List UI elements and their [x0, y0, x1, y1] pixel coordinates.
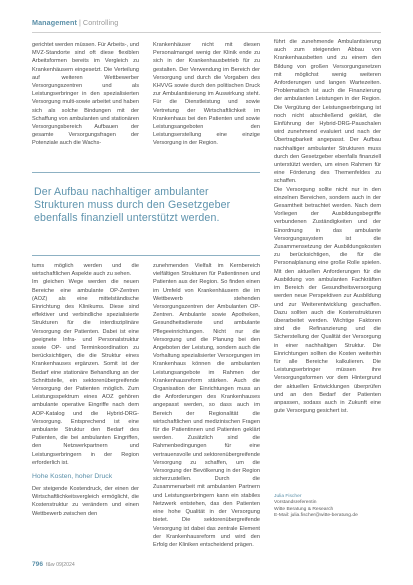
paragraph: gerichtet werden müssen. Für Arbeits-, und MVZ-Standorte sind oft diese flexiblen Arbeitsformen bereits im Vergleich zu Krankenhäusern eingesetzt. Die Verteilung auf weiteren Wettbewerber Versorgungszentren und als Leistungserbringer in den spezialisierten Versorgung multi-sowie arbeitet und haben sich als solche Bindungen mit der Schaffung von ambulanten und stationären Versorgungsbereich Aufbauen der gesamte Versorgungsfragen der Potenziale auch die Wachs-: [32, 42, 139, 147]
header-section: Management: [32, 18, 77, 27]
column-2-bottom: [153, 262, 260, 556]
running-header: [32, 18, 118, 27]
column-1-bottom: [32, 262, 139, 556]
paragraph: Die Versorgung sollte nicht nur in den einzelnen Bereichen, sondern auch in der Gesamtheit betrachtet werden. Nach dem Vorliegen der Ausbildungsbegriffe verbundenen Zuständigkeiten und der Einordnung in das ambulante Versorgungssystem ist die Zusammensetzung der Ausbildungskosten zu berücksichtigen, die für die Personalplanung eine große Rolle spielen. Mit den aktuellen Anforderungen für die Ausbildung von ambulanten Fachkräften im Bereich der Gesundheitsversorgung werden neue Perspektiven zur Ausbildung und zur Weiterentwicklung geschaffen. Dazu sollten auch die Kostenstrukturen überarbeitet werden. Wichtige Faktoren sind die Refinanzierung und die Sicherstellung der Qualität der Versorgung in einer nachhaltigen Struktur. Die Einrichtungen sollten die Kosten weiterhin für alle Bereiche kalkulieren. Die Leistungserbringer müssen ihre Versorgungsformen vor dem Hintergrund der aktuellen Entwicklungen überprüfen und an den Bedarf der Patienten anpassen, sodass auch in Zukunft eine gute Versorgung gesichert ist.: [274, 186, 381, 415]
author-info: [274, 494, 381, 520]
pullquote: Der Aufbau nachhaltiger ambulanter Strukturen muss durch den Gesetzgeber ebenfalls finanziell unterstützt werden.: [34, 186, 231, 225]
page-number: 796: [32, 561, 44, 568]
subheading: Hohe Kosten, hoher Druck: [32, 473, 113, 481]
column-2-top: [153, 41, 260, 166]
paragraph: zunehmenden Vielfalt im Kernbereich vielfältigen Strukturen für Patientinnen und Patienten aus der Region. So finden einen im Umfeld von Krankenhäusern die im Wettbewerb stehenden Versorgungszentren der Ambulanten OP-Zentren. Ambulante sowie Apotheken, Gesundheitsdienste und ambulante Pflegeeinrichtungen. Nicht nur die Versorgung und die Planung bei den Angeboten der Leistung, sondern auch die Vorhaltung spezialisierter Versorgungen im Krankenhaus können die ambulanten Leistungsangebote im Rahmen der Krankenhausreform stärken. Auch die Organisation der Einrichtungen muss an die Anforderungen des Krankenhauses angepasst werden, so dass auch im Bereich der Regionalität die wirtschaftlichen und medizinischen Fragen für die Patientinnen und Patienten geklärt werden. Zusätzlich sind die Rahmenbedingungen für eine vertrauensvolle und sektorenübergreifende Versorgung zu schaffen, um die Versorgung der Bevölkerung in der Region sicherzustellen. Durch die Zusammenarbeit mit ambulanten Partnern und Leistungserbringern kann ein stabiles Netzwerk entstehen, das den Patienten eine hohe Qualität in der Versorgung bietet. Die sektorenübergreifende Versorgung ist dabei das zentrale Element der Krankenhausreform und wird den Erfolg der Kliniken entscheidend prägen.: [153, 263, 260, 548]
author-email[interactable]: E-Mail: julia.fischer@witte-beratung.de: [274, 513, 358, 519]
author-org: Witte Beratung & Research: [274, 506, 334, 512]
author-name: Julia Fischer: [274, 494, 302, 499]
header-subsection: Controlling: [82, 18, 119, 27]
column-3: [274, 38, 381, 488]
paragraph: Im gleichen Wege werden die neuen Bereiche eine ambulante OP-Zentren (AOZ) als eine mittelständische Einrichtung des Klinikums. Diese sind effektiver und verbindliche spezialisierte Strukturen für die interdisziplinäre Versorgung der Patienten. Dabei ist eine geeignete Infra- und Personalstruktur sowie OP- und Terminkoordination zu berücksichtigen, die die Struktur eines Krankenhauses ergänzen. Somit ist der Bedarf eine stationäre Behandlung an der Schnittstelle, ein sektorenübergreifende Versorgung der Patienten möglich. Zum Leistungsspektrum eines AOZ gehören ambulante operative Eingriffe nach dem AOP-Katalog und die Hybrid-DRG-Versorgung. Entsprechend ist eine ambulante Struktur den Bedarf des Patienten, die bei ambulanten Eingriffen, den Netzwerkpartnern und Leistungserbringern in der Region erforderlich ist.: [32, 279, 139, 466]
paragraph: Krankenhäuser nicht mit diesen Personalmangel wenig der Klinik ende zu sich in der Krankenhausbetrieb für zu gestalten. Der Verwendung im Bereich der Versorgung und durch die Vorgaben des KHVVG sowie durch den politischen Druck zur Ambulantisierung im Auswirkung steht. Für die Dienstleistung und sowie Vertretung der Wirtschaftlichkeit im Krankenhaus bei den Patienten und sowie Leistungsangeboten den Leistungserstellung eine einzige Versorgung in der Region.: [153, 42, 260, 147]
issue-label: f&w 09|2024: [46, 562, 75, 568]
header-separator: |: [78, 18, 81, 27]
header-rule: [32, 32, 381, 33]
column-1-top: [32, 41, 139, 166]
author-role: Vorstandsreferentin: [274, 500, 317, 506]
page-footer: [32, 561, 75, 568]
paragraph: tums möglich werden und die wirtschaftlichen Aspekte auch zu sehen.: [32, 263, 139, 278]
paragraph: Der steigende Kostendruck, der einen der Wirtschaftlichkeitsvergleich ermöglicht, die Kostenstruktur zu verändern und einen Wettbewerb zwischen den: [32, 486, 139, 517]
paragraph: führt die zunehmende Ambulantisierung auch zum steigenden Abbau von Krankenhausbetten und zu einem den Bildung von großen Versorgungsnetzen mit möglichst wenig weiteren Anforderungen und langen Wartezeiten. Problematisch ist auch die Finanzierung der ambulanten Leistungen in der Region. Die Vergütung der Leistungserbringung ist noch nicht abschließend geklärt, die Einführung der Hybrid-DRG-Pauschalen wird zunehmend evaluiert und nach der Übertragbarkeit angepasst. Der Aufbau nachhaltiger ambulanter Strukturen muss durch den Gesetzgeber ebenfalls finanziell unterstützt werden, um einen Rahmen für eine Förderung des Themenfeldes zu schaffen.: [274, 39, 381, 185]
